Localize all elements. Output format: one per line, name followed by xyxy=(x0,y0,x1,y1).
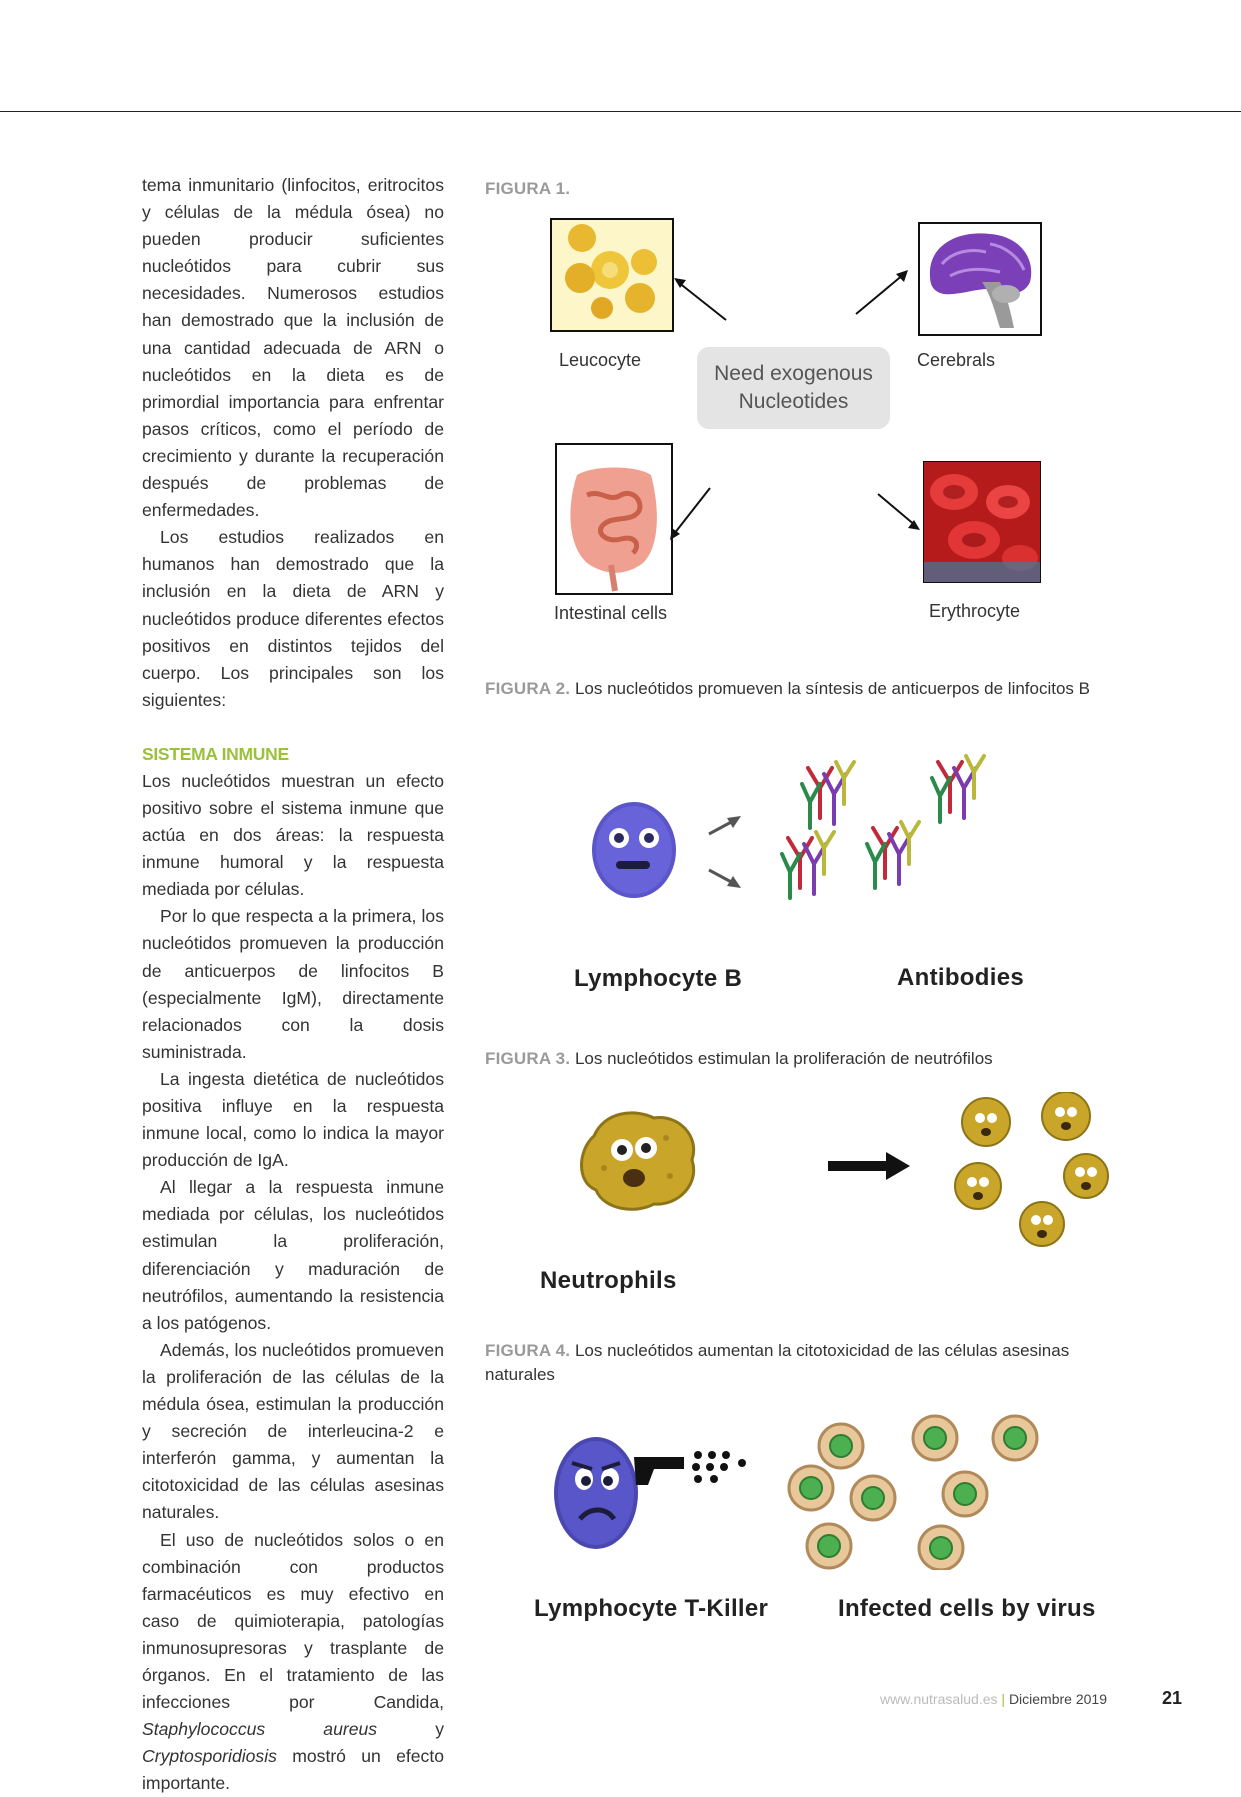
erythrocyte-image xyxy=(923,461,1041,583)
lymphocyte-b-label: Lymphocyte B xyxy=(574,965,742,993)
footer xyxy=(880,1691,1107,1707)
italic-term: Cryptosporidiosis xyxy=(142,1746,277,1766)
section-heading: SISTEMA INMUNE xyxy=(142,741,444,768)
brain-icon xyxy=(920,224,1040,334)
figure3-label: FIGURA 3. xyxy=(485,1049,570,1068)
intestine-icon xyxy=(557,445,671,593)
figure2-caption xyxy=(485,677,1125,701)
paragraph: Los estudios realizados en humanos han demostrado que la inclusión en la dieta de ARN y nucleótidos produce diferentes efectos positivos en distintos tejidos del cuerpo. Los principales son los siguientes: xyxy=(142,524,444,714)
header-rule xyxy=(0,111,1241,112)
leucocyte-label: Leucocyte xyxy=(559,350,641,371)
text-run: mostró un efecto importante. xyxy=(142,1746,444,1793)
paragraph xyxy=(142,1527,444,1797)
footer-date: Diciembre 2019 xyxy=(1009,1691,1107,1707)
figure4-label: FIGURA 4. xyxy=(485,1341,570,1360)
arrow-to-cerebrals xyxy=(852,268,912,318)
paragraph: Por lo que respecta a la primera, los nucleótidos promueven la producción de anticuerpos de linfocitos B (especialmente IgM), directamente relacionados con la dosis suministrada. xyxy=(142,903,444,1066)
text-run: y xyxy=(377,1719,444,1739)
cerebrals-label: Cerebrals xyxy=(917,350,995,371)
body-text-column xyxy=(142,172,444,1797)
neutrophil-cluster-icon xyxy=(946,1092,1116,1252)
antibodies-label: Antibodies xyxy=(897,964,1024,992)
page-number: 21 xyxy=(1162,1688,1182,1709)
t-killer-icon xyxy=(550,1433,790,1553)
leucocyte-cells-icon xyxy=(552,220,672,330)
erythrocyte-label: Erythrocyte xyxy=(929,601,1020,622)
figure3-caption xyxy=(485,1047,1125,1071)
figure4-caption xyxy=(485,1339,1105,1387)
leucocyte-image xyxy=(550,218,674,332)
figure4-caption-text: Los nucleótidos aumentan la citotoxicidad de las células asesinas naturales xyxy=(485,1341,1069,1384)
antibodies-icon xyxy=(770,748,1020,908)
intestine-image xyxy=(555,443,673,595)
t-killer-label: Lymphocyte T-Killer xyxy=(534,1595,768,1623)
lymphocyte-b-icon xyxy=(588,795,678,905)
paragraph: tema inmunitario (linfocitos, eritrocitos y células de la médula ósea) no pueden producir suficientes nucleótidos para cubrir sus necesidades. Numerosos estudios han demostrado que la inclusión de una cantidad adecuada de ARN o nucleótidos en la dieta es de primordial importancia para enfrentar pasos críticos, como el período de crecimiento y durante la recuperación después de problemas de enfermedades. xyxy=(142,172,444,524)
arrow-to-intestinal xyxy=(666,484,714,542)
paragraph: Al llegar a la respuesta inmune mediada por células, los nucleótidos estimulan la proliferación, diferenciación y maduración de neutrófilos, aumentando la resistencia a los patógenos. xyxy=(142,1174,444,1337)
text-run: El uso de nucleótidos solos o en combinación con productos farmacéuticos es muy efectivo en caso de quimioterapia, patologías inmunosupresoras y trasplante de órganos. En el tratamiento de las infecciones por Candida, xyxy=(142,1530,444,1713)
neutrophils-label: Neutrophils xyxy=(540,1267,677,1295)
production-arrows xyxy=(705,812,745,892)
arrow-to-leucocyte xyxy=(670,270,730,325)
figure3-caption-text: Los nucleótidos estimulan la proliferación de neutrófilos xyxy=(575,1049,993,1068)
red-blood-cells-icon xyxy=(924,462,1040,582)
italic-term: Staphylococcus aureus xyxy=(142,1719,377,1739)
footer-url[interactable]: www.nutrasalud.es xyxy=(880,1691,998,1707)
neutrophil-icon xyxy=(574,1106,702,1214)
proliferation-arrow-icon xyxy=(826,1152,912,1180)
footer-separator: | xyxy=(1001,1691,1005,1707)
figure1-label: FIGURA 1. xyxy=(485,179,570,198)
paragraph: Los nucleótidos muestran un efecto positivo sobre el sistema inmune que actúa en dos áreas: la respuesta inmune humoral y la respuesta mediada por células. xyxy=(142,768,444,903)
brain-image xyxy=(918,222,1042,336)
infected-cells-label: Infected cells by virus xyxy=(838,1595,1096,1623)
paragraph: Además, los nucleótidos promueven la proliferación de las células de la médula ósea, estimulan la producción y secreción de interleucina-2 e interferón gamma, y aumentan la citotoxicidad de las células asesinas naturales. xyxy=(142,1337,444,1527)
figure1-label-block xyxy=(485,177,570,201)
arrow-to-erythrocyte xyxy=(874,490,924,534)
figure2-caption-text: Los nucleótidos promueven la síntesis de anticuerpos de linfocitos B xyxy=(575,679,1090,698)
figure2-label: FIGURA 2. xyxy=(485,679,570,698)
intestinal-label: Intestinal cells xyxy=(554,603,667,624)
need-nucleotides-text: Need exogenous Nucleotides xyxy=(709,360,879,416)
infected-cells-icon xyxy=(785,1410,1045,1570)
need-nucleotides-box xyxy=(697,347,890,429)
paragraph: La ingesta dietética de nucleótidos positiva influye en la respuesta inmune local, como lo indica la mayor producción de IgA. xyxy=(142,1066,444,1174)
